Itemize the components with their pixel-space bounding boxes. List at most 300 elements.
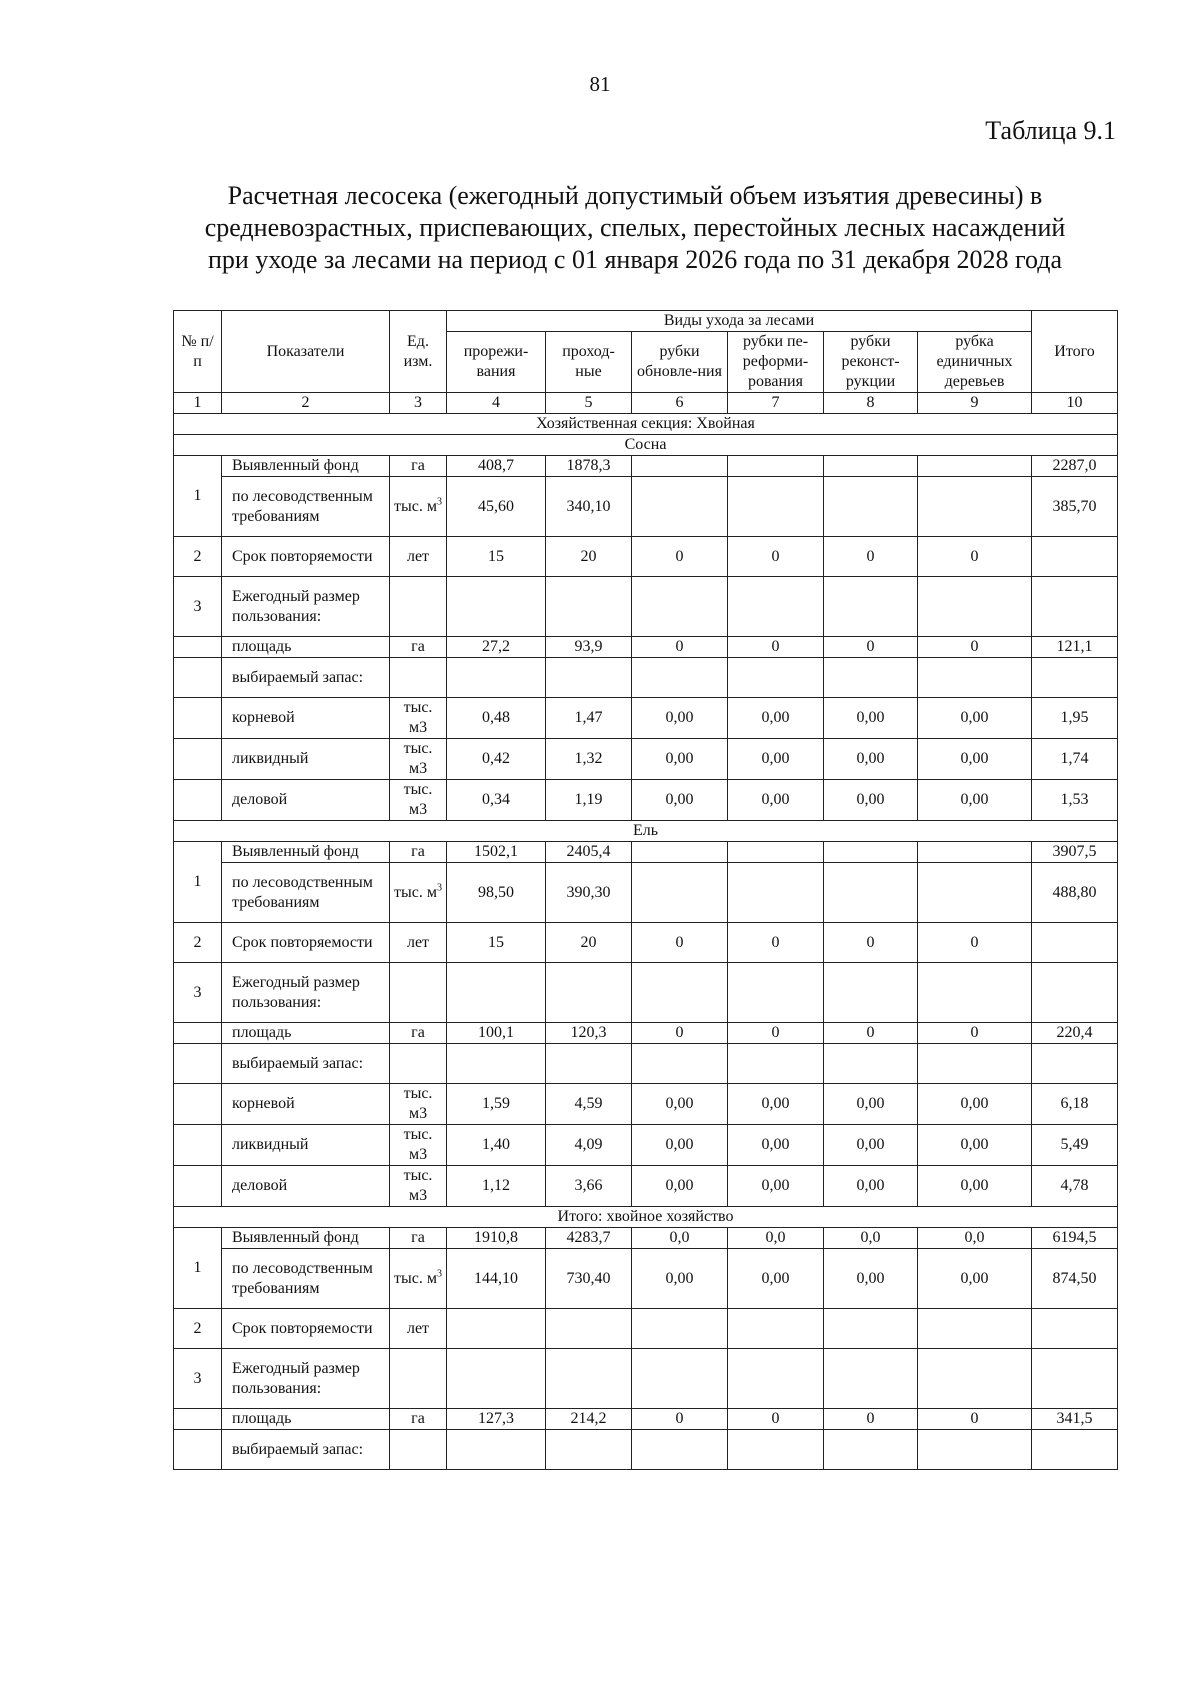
value-cell: 0 — [824, 1409, 918, 1430]
indicator-cell: площадь — [222, 637, 390, 658]
unit-cell — [390, 1309, 447, 1349]
unit-superscript: 3 — [436, 496, 442, 508]
value-cell — [447, 1349, 546, 1409]
indicator-cell: корневой — [222, 698, 390, 739]
total-cell: 2287,0 — [1032, 456, 1118, 477]
value-cell: 0,00 — [918, 1084, 1032, 1125]
unit-cell — [390, 537, 447, 577]
value-cell: 0 — [632, 1409, 728, 1430]
column-number: 10 — [1032, 393, 1118, 414]
value-cell — [632, 658, 728, 698]
value-cell: 0,00 — [632, 1125, 728, 1166]
unit-text: тыс. м3 — [403, 1167, 433, 1204]
header-total: Итого — [1032, 311, 1118, 393]
total-cell: 1,95 — [1032, 698, 1118, 739]
value-cell — [918, 577, 1032, 637]
header-indicator: Показатели — [222, 311, 390, 393]
value-cell: 1,12 — [447, 1166, 546, 1207]
row-number: 1 — [174, 1228, 222, 1309]
value-cell: 1,47 — [546, 698, 632, 739]
value-cell: 0 — [632, 537, 728, 577]
value-cell: 730,40 — [546, 1249, 632, 1309]
title-line-3: при уходе за лесами на период с 01 января 2026 года по 31 декабря 2028 года — [208, 245, 1062, 274]
table-row — [174, 963, 1118, 1023]
row-number — [174, 1125, 222, 1166]
value-cell — [447, 1044, 546, 1084]
total-cell — [1032, 1309, 1118, 1349]
value-cell: 2405,4 — [546, 842, 632, 863]
section-header-row — [174, 435, 1118, 456]
value-cell: 1,40 — [447, 1125, 546, 1166]
unit-cell — [390, 658, 447, 698]
row-number — [174, 1023, 222, 1044]
value-cell: 0,00 — [632, 698, 728, 739]
value-cell — [546, 1309, 632, 1349]
value-cell — [728, 456, 824, 477]
header-num: № п/п — [174, 311, 222, 393]
value-cell — [728, 658, 824, 698]
unit-text: тыс. м3 — [403, 740, 433, 777]
column-number: 8 — [824, 393, 918, 414]
value-cell: 0 — [728, 637, 824, 658]
value-cell: 0,00 — [824, 1166, 918, 1207]
value-cell — [447, 658, 546, 698]
value-cell: 0,00 — [824, 1249, 918, 1309]
total-cell — [1032, 577, 1118, 637]
value-cell: 0,00 — [632, 780, 728, 821]
value-cell — [632, 577, 728, 637]
indicator-cell: ликвидный — [222, 1125, 390, 1166]
unit-cell — [390, 577, 447, 637]
value-cell — [918, 1349, 1032, 1409]
row-number: 3 — [174, 1349, 222, 1409]
header-reconstruction: рубки реконст-рукции — [824, 332, 918, 393]
value-cell: 20 — [546, 923, 632, 963]
value-cell: 3,66 — [546, 1166, 632, 1207]
row-number: 2 — [174, 537, 222, 577]
value-cell: 4,59 — [546, 1084, 632, 1125]
value-cell: 0 — [918, 537, 1032, 577]
indicator-cell: Выявленный фонд — [222, 456, 390, 477]
value-cell: 0,0 — [824, 1228, 918, 1249]
row-number — [174, 1430, 222, 1470]
value-cell: 0,0 — [632, 1228, 728, 1249]
value-cell — [824, 863, 918, 923]
value-cell — [824, 577, 918, 637]
value-cell — [632, 842, 728, 863]
unit-text: тыс. м — [394, 497, 437, 515]
value-cell — [728, 477, 824, 537]
value-cell: 0,00 — [632, 1084, 728, 1125]
column-number: 4 — [447, 393, 546, 414]
table-row — [174, 1125, 1118, 1166]
value-cell: 0,00 — [824, 1125, 918, 1166]
unit-cell — [390, 1166, 447, 1207]
value-cell — [918, 1309, 1032, 1349]
total-cell: 488,80 — [1032, 863, 1118, 923]
total-cell: 3907,5 — [1032, 842, 1118, 863]
unit-superscript: 3 — [436, 882, 442, 894]
value-cell — [824, 1349, 918, 1409]
value-cell: 1,59 — [447, 1084, 546, 1125]
value-cell — [546, 963, 632, 1023]
unit-text: тыс. м3 — [403, 699, 433, 736]
value-cell — [824, 1309, 918, 1349]
indicator-cell: по лесоводственным требованиям — [222, 863, 390, 923]
value-cell — [632, 1430, 728, 1470]
unit-text: тыс. м3 — [403, 1085, 433, 1122]
value-cell: 4,09 — [546, 1125, 632, 1166]
value-cell: 0 — [728, 1409, 824, 1430]
unit-text: га — [411, 1024, 425, 1041]
value-cell — [918, 477, 1032, 537]
column-number: 3 — [390, 393, 447, 414]
value-cell: 1,19 — [546, 780, 632, 821]
unit-cell — [390, 637, 447, 658]
unit-cell — [390, 1249, 447, 1309]
value-cell: 0,00 — [918, 1125, 1032, 1166]
value-cell: 0,00 — [918, 780, 1032, 821]
unit-cell — [390, 456, 447, 477]
value-cell: 0,34 — [447, 780, 546, 821]
value-cell: 0 — [728, 537, 824, 577]
total-cell — [1032, 658, 1118, 698]
section-title: Ель — [174, 821, 1118, 842]
value-cell: 0,00 — [824, 780, 918, 821]
value-cell — [632, 1309, 728, 1349]
header-thinning: прорежи-вания — [447, 332, 546, 393]
indicator-cell: Ежегодный размер пользования: — [222, 1349, 390, 1409]
indicator-cell: ликвидный — [222, 739, 390, 780]
indicator-cell: площадь — [222, 1409, 390, 1430]
value-cell — [824, 658, 918, 698]
value-cell — [632, 1044, 728, 1084]
total-cell: 220,4 — [1032, 1023, 1118, 1044]
value-cell: 1878,3 — [546, 456, 632, 477]
value-cell: 127,3 — [447, 1409, 546, 1430]
header-passing: проход-ные — [546, 332, 632, 393]
unit-text: лет — [406, 933, 430, 951]
table-row — [174, 1249, 1118, 1309]
value-cell — [824, 963, 918, 1023]
value-cell — [447, 577, 546, 637]
unit-text: га — [411, 843, 425, 860]
section-header-row — [174, 414, 1118, 435]
value-cell — [918, 1044, 1032, 1084]
table-row — [174, 577, 1118, 637]
value-cell: 0,00 — [728, 1249, 824, 1309]
indicator-cell: Ежегодный размер пользования: — [222, 963, 390, 1023]
row-number — [174, 1044, 222, 1084]
unit-text: тыс. м3 — [403, 781, 433, 818]
total-cell: 1,53 — [1032, 780, 1118, 821]
table-row — [174, 1309, 1118, 1349]
value-cell: 0,00 — [918, 1249, 1032, 1309]
value-cell — [546, 658, 632, 698]
value-cell — [728, 842, 824, 863]
row-number: 1 — [174, 456, 222, 537]
value-cell: 1,32 — [546, 739, 632, 780]
indicator-cell: Срок повторяемости — [222, 537, 390, 577]
value-cell — [918, 963, 1032, 1023]
value-cell: 0,00 — [728, 1125, 824, 1166]
indicator-cell: Срок повторяемости — [222, 1309, 390, 1349]
value-cell: 0,00 — [918, 698, 1032, 739]
value-cell: 15 — [447, 537, 546, 577]
value-cell — [824, 456, 918, 477]
unit-cell — [390, 1023, 447, 1044]
value-cell — [918, 1430, 1032, 1470]
value-cell: 0,0 — [918, 1228, 1032, 1249]
header-unit: Ед. изм. — [390, 311, 447, 393]
value-cell — [632, 963, 728, 1023]
header-renewal: рубки обновле-ния — [632, 332, 728, 393]
indicator-cell: Выявленный фонд — [222, 1228, 390, 1249]
value-cell — [918, 456, 1032, 477]
table-row — [174, 923, 1118, 963]
column-number: 9 — [918, 393, 1032, 414]
value-cell: 0 — [632, 637, 728, 658]
value-cell: 144,10 — [447, 1249, 546, 1309]
section-title: Сосна — [174, 435, 1118, 456]
value-cell: 0,00 — [728, 698, 824, 739]
total-cell: 874,50 — [1032, 1249, 1118, 1309]
row-number — [174, 1166, 222, 1207]
table-row — [174, 658, 1118, 698]
value-cell: 4283,7 — [546, 1228, 632, 1249]
value-cell: 0,00 — [728, 1166, 824, 1207]
table-row — [174, 1228, 1118, 1249]
total-cell — [1032, 923, 1118, 963]
unit-cell — [390, 1409, 447, 1430]
row-number: 3 — [174, 577, 222, 637]
value-cell: 0,00 — [824, 739, 918, 780]
unit-cell — [390, 1084, 447, 1125]
value-cell: 0 — [632, 923, 728, 963]
value-cell: 0,00 — [728, 780, 824, 821]
value-cell: 0,48 — [447, 698, 546, 739]
table-row — [174, 739, 1118, 780]
table-row — [174, 456, 1118, 477]
value-cell — [728, 1430, 824, 1470]
unit-text: тыс. м — [394, 1269, 437, 1287]
unit-superscript: 3 — [436, 1268, 442, 1280]
value-cell — [824, 1430, 918, 1470]
total-cell: 1,74 — [1032, 739, 1118, 780]
unit-cell — [390, 739, 447, 780]
indicator-cell: выбираемый запас: — [222, 658, 390, 698]
unit-text: тыс. м3 — [403, 1126, 433, 1163]
indicator-cell: по лесоводственным требованиям — [222, 1249, 390, 1309]
value-cell: 408,7 — [447, 456, 546, 477]
total-cell — [1032, 1044, 1118, 1084]
value-cell: 93,9 — [546, 637, 632, 658]
value-cell: 0 — [918, 1409, 1032, 1430]
value-cell: 0,00 — [728, 739, 824, 780]
unit-text: га — [411, 457, 425, 474]
value-cell: 0,0 — [728, 1228, 824, 1249]
indicator-cell: площадь — [222, 1023, 390, 1044]
indicator-cell: корневой — [222, 1084, 390, 1125]
header-single-trees: рубка единичных деревьев — [918, 332, 1032, 393]
unit-text: лет — [406, 1319, 430, 1337]
value-cell: 0,00 — [632, 1249, 728, 1309]
value-cell — [728, 1309, 824, 1349]
value-cell — [447, 1430, 546, 1470]
value-cell: 27,2 — [447, 637, 546, 658]
total-cell: 341,5 — [1032, 1409, 1118, 1430]
value-cell: 0,42 — [447, 739, 546, 780]
indicator-cell: выбираемый запас: — [222, 1430, 390, 1470]
unit-cell — [390, 780, 447, 821]
row-number: 1 — [174, 842, 222, 923]
row-number — [174, 739, 222, 780]
value-cell — [632, 456, 728, 477]
value-cell: 0 — [918, 923, 1032, 963]
column-number: 2 — [222, 393, 390, 414]
unit-text: га — [411, 1410, 425, 1427]
unit-text: га — [411, 1229, 425, 1246]
value-cell — [918, 863, 1032, 923]
total-cell — [1032, 1349, 1118, 1409]
unit-cell — [390, 1125, 447, 1166]
value-cell: 0 — [918, 637, 1032, 658]
total-cell: 121,1 — [1032, 637, 1118, 658]
value-cell — [728, 863, 824, 923]
value-cell: 0 — [824, 923, 918, 963]
table-row — [174, 1409, 1118, 1430]
value-cell — [824, 842, 918, 863]
section-header-row — [174, 1207, 1118, 1228]
indicator-cell: Срок повторяемости — [222, 923, 390, 963]
value-cell: 0 — [918, 1023, 1032, 1044]
value-cell — [546, 1430, 632, 1470]
row-number — [174, 1084, 222, 1125]
value-cell — [546, 1349, 632, 1409]
value-cell: 15 — [447, 923, 546, 963]
column-number: 7 — [728, 393, 824, 414]
table-row — [174, 537, 1118, 577]
section-title: Итого: хвойное хозяйство — [174, 1207, 1118, 1228]
table-row — [174, 1044, 1118, 1084]
value-cell: 214,2 — [546, 1409, 632, 1430]
value-cell — [918, 842, 1032, 863]
header-reformation: рубки пе-реформи-рования — [728, 332, 824, 393]
total-cell — [1032, 963, 1118, 1023]
value-cell — [632, 863, 728, 923]
value-cell — [632, 1349, 728, 1409]
table-row — [174, 1349, 1118, 1409]
total-cell: 6194,5 — [1032, 1228, 1118, 1249]
row-number — [174, 698, 222, 739]
unit-cell — [390, 923, 447, 963]
table-row — [174, 1166, 1118, 1207]
value-cell — [728, 1349, 824, 1409]
indicator-cell: Выявленный фонд — [222, 842, 390, 863]
value-cell — [447, 1309, 546, 1349]
value-cell — [918, 658, 1032, 698]
value-cell — [728, 963, 824, 1023]
table-row — [174, 863, 1118, 923]
value-cell: 0 — [824, 1023, 918, 1044]
indicator-cell: деловой — [222, 1166, 390, 1207]
row-number: 2 — [174, 923, 222, 963]
total-cell — [1032, 1430, 1118, 1470]
header-care-types: Виды ухода за лесами — [447, 311, 1032, 332]
value-cell — [728, 577, 824, 637]
value-cell: 0,00 — [728, 1084, 824, 1125]
row-number: 2 — [174, 1309, 222, 1349]
total-cell: 6,18 — [1032, 1084, 1118, 1125]
value-cell: 390,30 — [546, 863, 632, 923]
unit-text: лет — [406, 547, 430, 565]
value-cell: 340,10 — [546, 477, 632, 537]
unit-cell — [390, 1430, 447, 1470]
value-cell: 0 — [824, 637, 918, 658]
unit-cell — [390, 863, 447, 923]
row-number — [174, 658, 222, 698]
value-cell — [447, 963, 546, 1023]
value-cell: 1910,8 — [447, 1228, 546, 1249]
value-cell — [546, 577, 632, 637]
title-line-1: Расчетная лесосека (ежегодный допустимый объем изъятия древесины) в — [227, 181, 1043, 210]
value-cell — [546, 1044, 632, 1084]
column-number: 6 — [632, 393, 728, 414]
unit-text: га — [411, 638, 425, 655]
indicator-cell: по лесоводственным требованиям — [222, 477, 390, 537]
unit-cell — [390, 1228, 447, 1249]
row-number — [174, 637, 222, 658]
unit-cell — [390, 477, 447, 537]
value-cell — [824, 1044, 918, 1084]
value-cell: 0,00 — [632, 739, 728, 780]
value-cell: 0,00 — [824, 1084, 918, 1125]
indicator-cell: Ежегодный размер пользования: — [222, 577, 390, 637]
table-row — [174, 1084, 1118, 1125]
table-row — [174, 698, 1118, 739]
section-title: Хозяйственная секция: Хвойная — [174, 414, 1118, 435]
row-number — [174, 1409, 222, 1430]
table-row — [174, 842, 1118, 863]
value-cell: 98,50 — [447, 863, 546, 923]
allowable-cut-table — [173, 310, 1118, 1470]
value-cell: 120,3 — [546, 1023, 632, 1044]
unit-text: тыс. м — [394, 883, 437, 901]
value-cell: 0 — [824, 537, 918, 577]
section-header-row — [174, 821, 1118, 842]
value-cell: 0,00 — [918, 739, 1032, 780]
column-number: 5 — [546, 393, 632, 414]
unit-cell — [390, 1044, 447, 1084]
row-number — [174, 780, 222, 821]
total-cell — [1032, 537, 1118, 577]
table-row — [174, 1430, 1118, 1470]
total-cell: 385,70 — [1032, 477, 1118, 537]
page-number: 81 — [589, 72, 611, 96]
value-cell — [824, 477, 918, 537]
value-cell: 0,00 — [918, 1166, 1032, 1207]
value-cell — [632, 477, 728, 537]
indicator-cell: деловой — [222, 780, 390, 821]
value-cell: 0,00 — [632, 1166, 728, 1207]
table-row — [174, 477, 1118, 537]
value-cell: 1502,1 — [447, 842, 546, 863]
value-cell: 20 — [546, 537, 632, 577]
table-row — [174, 1023, 1118, 1044]
document-title — [150, 180, 1120, 276]
value-cell: 0,00 — [824, 698, 918, 739]
title-line-2: средневозрастных, приспевающих, спелых, перестойных лесных насаждений — [204, 213, 1066, 242]
